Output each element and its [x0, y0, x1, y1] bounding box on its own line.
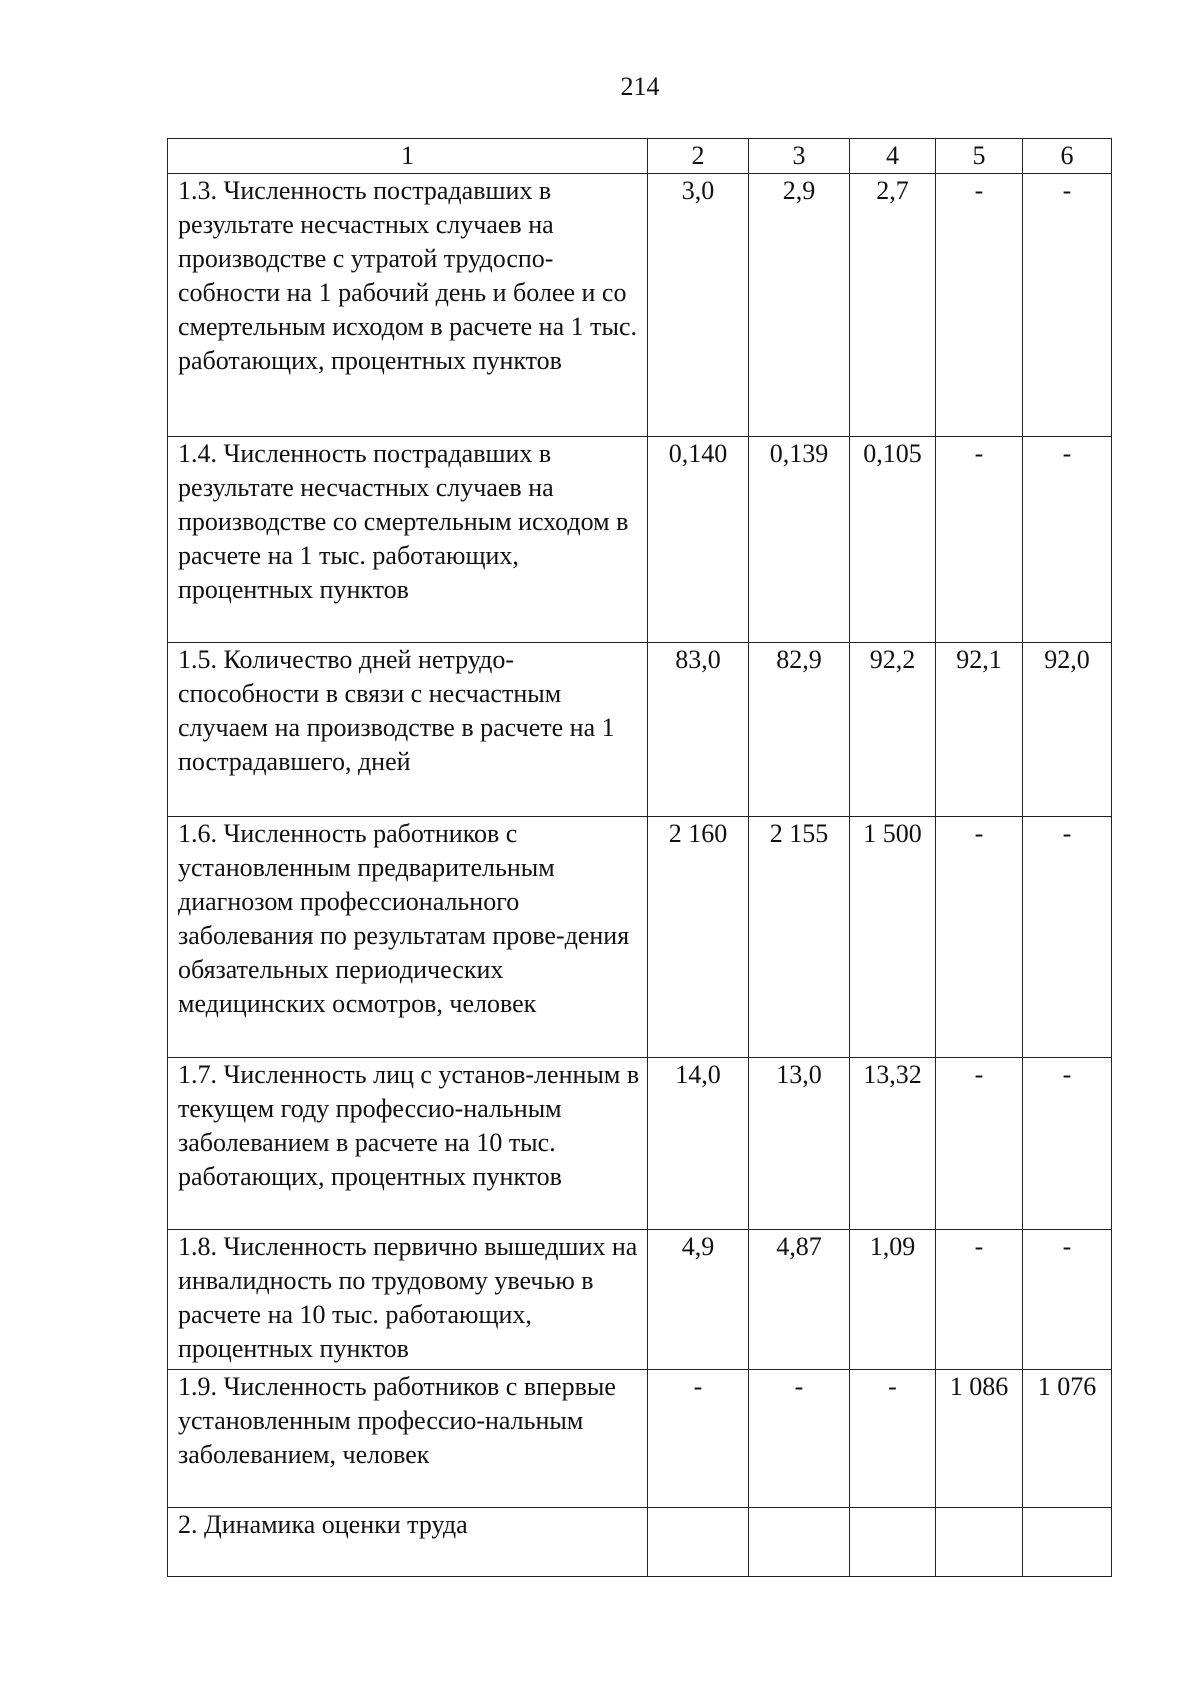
table-row [168, 643, 1112, 817]
table-row [168, 1370, 1112, 1508]
table-cell: - [1023, 437, 1112, 643]
table-cell: 13,32 [850, 1058, 936, 1230]
table-row [168, 1508, 1112, 1577]
column-header: 3 [749, 139, 850, 174]
table-cell: 0,105 [850, 437, 936, 643]
indicator-label: 1.3. Численность пострадавших в результате несчастных случаев на производстве с утратой трудоспо-собности на 1 рабочий день и более и со смертельным исходом в расчете на 1 тыс. работающих, процентных пунктов [168, 174, 648, 437]
column-header: 5 [936, 139, 1023, 174]
indicator-label: 1.8. Численность первично вышедших на инвалидность по трудовому увечью в расчете на 10 тыс. работающих, процентных пунктов [168, 1230, 648, 1370]
table-cell: 0,140 [648, 437, 749, 643]
table-cell [1023, 1508, 1112, 1577]
table-row [168, 1230, 1112, 1370]
table-cell: - [749, 1370, 850, 1508]
table-row [168, 817, 1112, 1058]
table-cell: 13,0 [749, 1058, 850, 1230]
indicators-table [167, 138, 1112, 1577]
table-cell [936, 1508, 1023, 1577]
table-cell: - [850, 1370, 936, 1508]
table-cell: 82,9 [749, 643, 850, 817]
indicator-label: 1.4. Численность пострадавших в результате несчастных случаев на производстве со смертельным исходом в расчете на 1 тыс. работающих, процентных пунктов [168, 437, 648, 643]
column-header: 2 [648, 139, 749, 174]
table-cell: - [936, 817, 1023, 1058]
table-row [168, 1058, 1112, 1230]
table-cell: 1,09 [850, 1230, 936, 1370]
table-cell: 1 086 [936, 1370, 1023, 1508]
section-label: 2. Динамика оценки труда [168, 1508, 648, 1577]
table-cell: - [1023, 1230, 1112, 1370]
indicator-label: 1.7. Численность лиц с установ-ленным в текущем году профессио-нальным заболеванием в расчете на 10 тыс. работающих, процентных пунктов [168, 1058, 648, 1230]
table-cell: - [936, 1058, 1023, 1230]
table-cell: 0,139 [749, 437, 850, 643]
table-cell: 92,1 [936, 643, 1023, 817]
table-cell: 3,0 [648, 174, 749, 437]
table-cell: 83,0 [648, 643, 749, 817]
table-cell: 1 500 [850, 817, 936, 1058]
table-cell: - [1023, 817, 1112, 1058]
table-cell [648, 1508, 749, 1577]
table-cell: 4,87 [749, 1230, 850, 1370]
table-cell: - [1023, 1058, 1112, 1230]
table-cell: - [1023, 174, 1112, 437]
table-cell [850, 1508, 936, 1577]
indicator-label: 1.9. Численность работников с впервые установленным профессио-нальным заболеванием, человек [168, 1370, 648, 1508]
table-cell: 92,2 [850, 643, 936, 817]
table-cell [749, 1508, 850, 1577]
table-cell: - [936, 437, 1023, 643]
table-cell: 2 160 [648, 817, 749, 1058]
table-cell: 2 155 [749, 817, 850, 1058]
indicator-label: 1.5. Количество дней нетрудо-способности в связи с несчастным случаем на производстве в расчете на 1 пострадавшего, дней [168, 643, 648, 817]
column-header: 6 [1023, 139, 1112, 174]
column-header: 1 [168, 139, 648, 174]
column-header: 4 [850, 139, 936, 174]
table-cell: 14,0 [648, 1058, 749, 1230]
table-row [168, 437, 1112, 643]
table-cell: 2,9 [749, 174, 850, 437]
table-cell: - [648, 1370, 749, 1508]
table-cell: 92,0 [1023, 643, 1112, 817]
table-header-row [168, 139, 1112, 174]
table-row [168, 174, 1112, 437]
table-cell: - [936, 1230, 1023, 1370]
table-cell: - [936, 174, 1023, 437]
table-cell: 4,9 [648, 1230, 749, 1370]
page-number: 214 [620, 72, 660, 101]
table-cell: 1 076 [1023, 1370, 1112, 1508]
table-cell: 2,7 [850, 174, 936, 437]
indicator-label: 1.6. Численность работников с установленным предварительным диагнозом профессионального заболевания по результатам прове-дения обязательных периодических медицинских осмотров, человек [168, 817, 648, 1058]
